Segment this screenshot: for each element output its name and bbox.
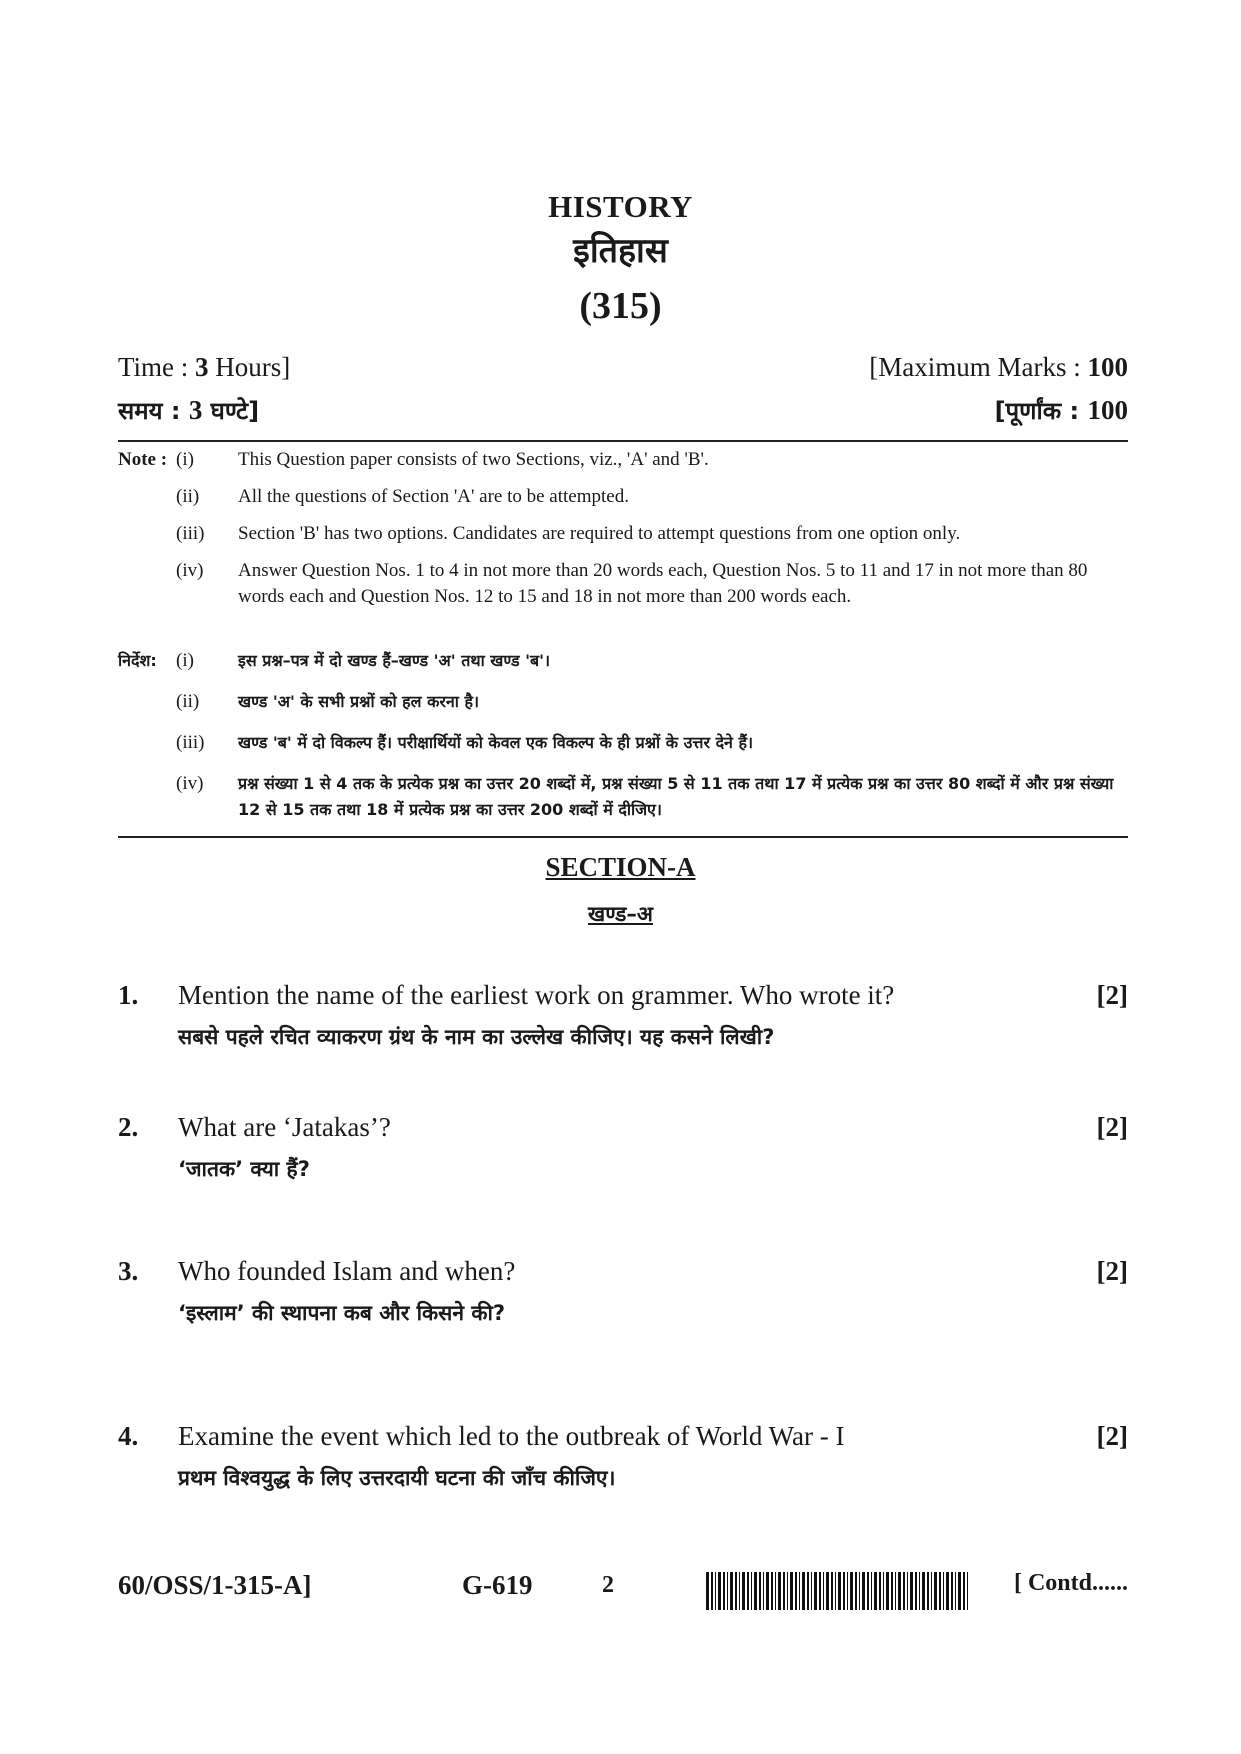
barcode-bar	[763, 1572, 764, 1610]
barcode-bar	[967, 1572, 968, 1610]
barcode-bar	[799, 1572, 800, 1610]
note-item	[118, 484, 1128, 510]
barcode-bar	[742, 1572, 745, 1610]
question-marks: [2]	[1096, 980, 1128, 1010]
barcode-bar	[955, 1572, 956, 1610]
barcode-bar	[886, 1572, 889, 1610]
barcode-bar	[778, 1572, 781, 1610]
section-title-en: SECTION-A	[545, 852, 696, 882]
barcode-bar	[850, 1572, 853, 1610]
question-marks: [2]	[1096, 1256, 1128, 1286]
exam-info-hi	[118, 394, 1128, 427]
note-item	[118, 730, 1128, 756]
note-item	[118, 648, 1128, 674]
instructions-hi	[118, 648, 1128, 838]
barcode-bar	[903, 1572, 905, 1610]
note-text: All the questions of Section 'A' are to be attempted.	[238, 486, 629, 507]
question-2	[118, 1112, 1128, 1183]
note-number: (iv)	[176, 560, 204, 581]
divider-top	[118, 440, 1128, 442]
barcode-bar	[715, 1572, 716, 1610]
barcode-bar	[883, 1572, 884, 1610]
subject-code: (315)	[579, 285, 662, 327]
max-marks-en	[869, 352, 1128, 383]
continued-label: [ Contd......	[1013, 1570, 1128, 1596]
barcode-bar	[871, 1572, 872, 1610]
barcode-bar	[915, 1572, 917, 1610]
barcode-image	[706, 1572, 969, 1610]
note-text: खण्ड 'ब' में दो विकल्प हैं। परीक्षार्थियों को केवल एक विकल्प के ही प्रश्नों के उत्तर देने हैं।	[238, 733, 754, 752]
barcode-bar	[862, 1572, 865, 1610]
time-label-hi: समय :	[118, 397, 189, 425]
page-footer	[118, 1570, 1128, 1610]
question-text-en: Who founded Islam and when?	[178, 1256, 516, 1286]
barcode-bar	[718, 1572, 721, 1610]
paper-code: 60/OSS/1-315-A]	[118, 1570, 312, 1600]
barcode-bar	[859, 1572, 860, 1610]
barcode-bar	[943, 1572, 944, 1610]
question-text-hi: सबसे पहले रचित व्याकरण ग्रंथ के नाम का उल्लेख कीजिए। यह कसने लिखी?	[178, 1025, 775, 1049]
note-number: (ii)	[176, 486, 200, 507]
barcode-bar	[814, 1572, 817, 1610]
barcode-bar	[823, 1572, 824, 1610]
time-unit-hi: घण्टे]	[202, 397, 260, 425]
note-number: (iii)	[176, 732, 205, 753]
section-title-hi: खण्ड–अ	[588, 902, 653, 926]
note-item	[118, 771, 1128, 823]
question-text-en: What are ‘Jatakas’?	[178, 1112, 391, 1142]
question-number: 1.	[118, 980, 139, 1010]
note-text: प्रश्न संख्या 1 से 4 तक के प्रत्येक प्रश्न का उत्तर 20 शब्दों में, प्रश्न संख्या 5 से 11 तक तथा 17 में प्रत्येक प्रश्न का उत्तर 80 शब्दों में और प्रश्न संख्या 12 से 15 तक तथा 18 में प्रत्येक प्रश्न का उत्तर 200 शब्दों में दीजिए।	[238, 774, 1114, 819]
note-number: (i)	[176, 449, 194, 470]
barcode-bar	[867, 1572, 869, 1610]
note-text: Section 'B' has two options. Candidates are required to attempt questions from one option only.	[238, 523, 961, 544]
barcode-bar	[751, 1572, 752, 1610]
question-marks: [2]	[1096, 1421, 1128, 1451]
barcode-bar	[706, 1572, 709, 1610]
question-text-en: Examine the event which led to the outbreak of World War - I	[178, 1421, 845, 1451]
question-1	[118, 980, 1128, 1051]
question-marks: [2]	[1096, 1112, 1128, 1142]
max-marks-value: 100	[1087, 352, 1128, 382]
barcode-bar	[922, 1572, 925, 1610]
barcode-bar	[939, 1572, 941, 1610]
barcode-bar	[754, 1572, 757, 1610]
note-text: Answer Question Nos. 1 to 4 in not more than 20 words each, Question Nos. 5 to 11 and 17 in not more than 80 words each and Question Nos. 12 to 15 and 18 in not more than 200 words each.	[238, 560, 1088, 607]
barcode-bar	[771, 1572, 773, 1610]
barcode-bar	[946, 1572, 949, 1610]
barcode-bar	[795, 1572, 797, 1610]
exam-info-en	[118, 352, 1128, 383]
note-label-hi: निर्देश:	[118, 651, 157, 670]
time-unit: Hours]	[208, 352, 291, 382]
barcode-bar	[727, 1572, 728, 1610]
max-marks-value-hi: 100	[1087, 395, 1128, 425]
barcode-bar	[766, 1572, 769, 1610]
note-number: (iii)	[176, 523, 205, 544]
question-text-hi: ‘इस्लाम’ की स्थापना कब और किसने की?	[178, 1301, 506, 1325]
max-marks-label: [Maximum Marks :	[869, 352, 1088, 382]
time-value-hi: 3	[188, 395, 203, 425]
barcode-bar	[891, 1572, 893, 1610]
note-text: This Question paper consists of two Sections, viz., 'A' and 'B'.	[238, 449, 709, 470]
subject-title-hi: इतिहास	[573, 231, 668, 271]
time-value: 3	[195, 352, 209, 382]
time-allowed-hi	[118, 394, 259, 427]
barcode-bar	[747, 1572, 749, 1610]
question-text-hi: ‘जातक’ क्या हैं?	[178, 1157, 310, 1181]
barcode-bar	[735, 1572, 737, 1610]
barcode-bar	[874, 1572, 877, 1610]
series-code: G-619	[462, 1570, 533, 1600]
note-item	[118, 558, 1128, 610]
question-4	[118, 1421, 1128, 1492]
barcode-bar	[963, 1572, 965, 1610]
barcode-bar	[831, 1572, 833, 1610]
barcode-bar	[819, 1572, 821, 1610]
barcode-bar	[879, 1572, 881, 1610]
question-3	[118, 1256, 1128, 1327]
barcode-bar	[783, 1572, 785, 1610]
barcode-bar	[847, 1572, 848, 1610]
note-number: (iv)	[176, 773, 204, 794]
barcode-bar	[723, 1572, 725, 1610]
barcode-bar	[907, 1572, 908, 1610]
barcode-bar	[787, 1572, 788, 1610]
page-number: 2	[602, 1572, 614, 1598]
barcode-bar	[775, 1572, 776, 1610]
barcode-bar	[910, 1572, 913, 1610]
max-marks-label-hi: [पूर्णांक :	[994, 397, 1088, 425]
barcode-bar	[843, 1572, 845, 1610]
note-number: (i)	[176, 650, 194, 671]
time-label: Time :	[118, 352, 196, 382]
barcode-bar	[811, 1572, 812, 1610]
barcode-bar	[802, 1572, 805, 1610]
instructions-en	[118, 447, 1128, 621]
barcode-bar	[790, 1572, 793, 1610]
barcode-bar	[895, 1572, 896, 1610]
note-text: इस प्रश्न–पत्र में दो खण्ड हैं–खण्ड 'अ' तथा खण्ड 'ब'।	[238, 651, 551, 670]
barcode-bar	[739, 1572, 740, 1610]
barcode-bar	[927, 1572, 929, 1610]
subject-title-en: HISTORY	[548, 189, 693, 224]
note-item	[118, 447, 1128, 473]
barcode-bar	[958, 1572, 961, 1610]
question-text-hi: प्रथम विश्वयुद्ध के लिए उत्तरदायी घटना की जाँच कीजिए।	[178, 1466, 616, 1490]
question-text-en: Mention the name of the earliest work on grammer. Who wrote it?	[178, 980, 895, 1010]
barcode-bar	[730, 1572, 733, 1610]
note-number: (ii)	[176, 691, 200, 712]
barcode-bar	[951, 1572, 953, 1610]
note-label: Note :	[118, 449, 168, 470]
divider-bottom	[118, 836, 1128, 838]
note-item	[118, 521, 1128, 547]
barcode-bar	[931, 1572, 932, 1610]
barcode-bar	[835, 1572, 836, 1610]
max-marks-hi	[995, 394, 1128, 427]
question-number: 3.	[118, 1256, 139, 1286]
paper-title-block	[0, 188, 1241, 332]
barcode-bar	[855, 1572, 857, 1610]
barcode-bar	[934, 1572, 937, 1610]
barcode-bar	[711, 1572, 713, 1610]
barcode-bar	[838, 1572, 841, 1610]
question-number: 4.	[118, 1421, 139, 1451]
question-number: 2.	[118, 1112, 139, 1142]
barcode-bar	[807, 1572, 809, 1610]
barcode-bar	[826, 1572, 829, 1610]
barcode-bar	[759, 1572, 761, 1610]
barcode-bar	[898, 1572, 901, 1610]
note-text: खण्ड 'अ' के सभी प्रश्नों को हल करना है।	[238, 692, 480, 711]
time-allowed-en	[118, 352, 290, 383]
barcode-bar	[919, 1572, 920, 1610]
note-item	[118, 689, 1128, 715]
